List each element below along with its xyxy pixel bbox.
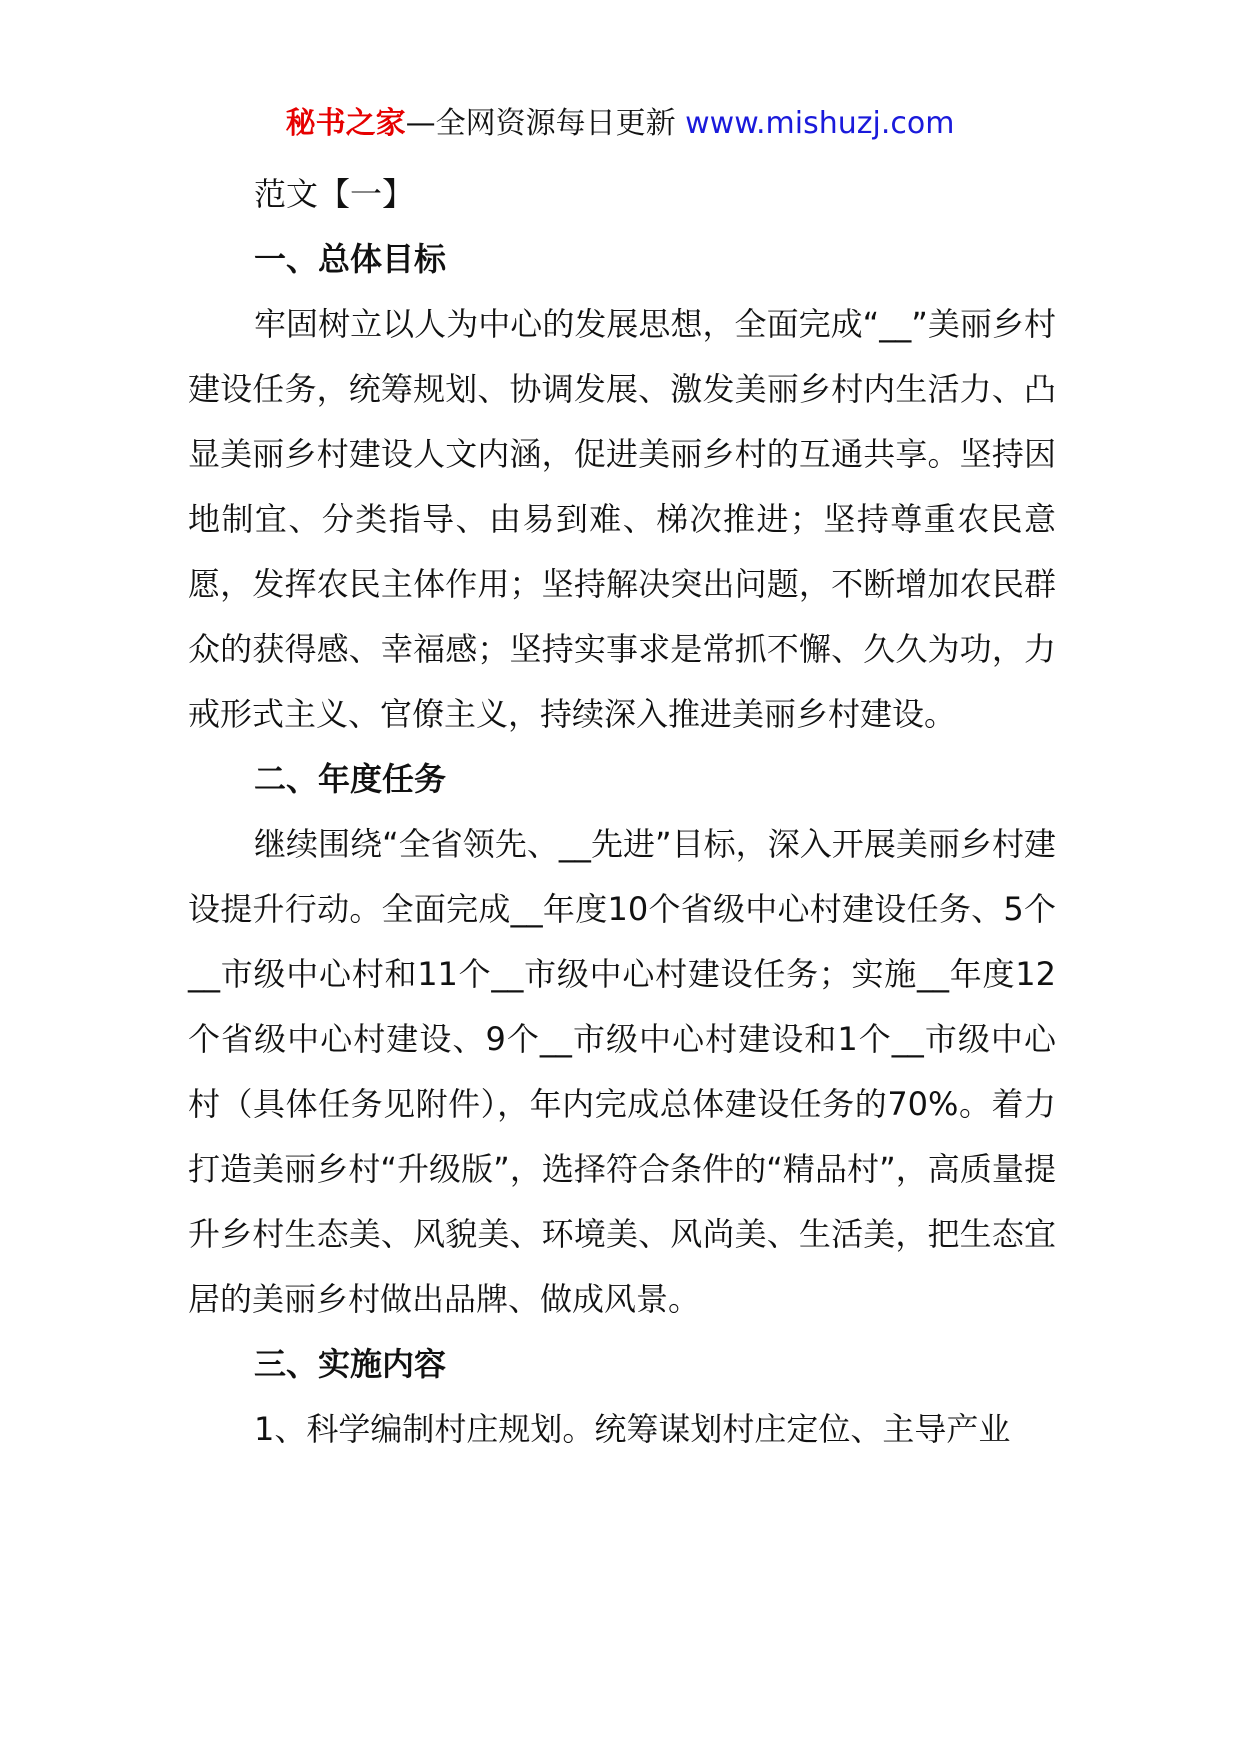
sample-title: 范文【一】 [254, 175, 415, 213]
section-paragraph-goals: 牢固树立以人为中心的发展思想，全面完成“__”美丽乡村建设任务，统筹规划、协调发展、激发美丽乡村内生活力、凸显美丽乡村建设人文内涵，促进美丽乡村的互通共享。坚持因地制宜、分类指导、由易到难、梯次推进；坚持尊重农民意愿，发挥农民主体作用；坚持解决突出问题，不断增加农民群众的获得感、幸福感；坚持实事求是常抓不懈、久久为功，力戒形式主义、官僚主义，持续深入推进美丽乡村建设。 [188, 305, 1056, 733]
header-tagline: —全网资源每日更新 [405, 106, 686, 141]
section-heading-annual-tasks: 二、年度任务 [254, 760, 447, 798]
section-heading-implementation: 三、实施内容 [254, 1345, 447, 1383]
document-body [188, 162, 1056, 1462]
site-header [0, 102, 1240, 146]
section-paragraph-implementation: 1、科学编制村庄规划。统筹谋划村庄定位、主导产业 [254, 1410, 1011, 1448]
section-heading-goals: 一、总体目标 [254, 240, 447, 278]
site-url-link[interactable]: www.mishuzj.com [685, 106, 955, 141]
brand-name: 秘书之家 [285, 106, 406, 141]
section-paragraph-annual-tasks: 继续围绕“全省领先、__先进”目标，深入开展美丽乡村建设提升行动。全面完成__年度10个省级中心村建设任务、5个__市级中心村和11个__市级中心村建设任务；实施__年度12个省级中心村建设、9个__市级中心村建设和1个__市级中心村（具体任务见附件），年内完成总体建设任务的70%。着力打造美丽乡村“升级版”，选择符合条件的“精品村”，高质量提升乡村生态美、风貌美、环境美、风尚美、生活美，把生态宜居的美丽乡村做出品牌、做成风景。 [188, 825, 1056, 1318]
